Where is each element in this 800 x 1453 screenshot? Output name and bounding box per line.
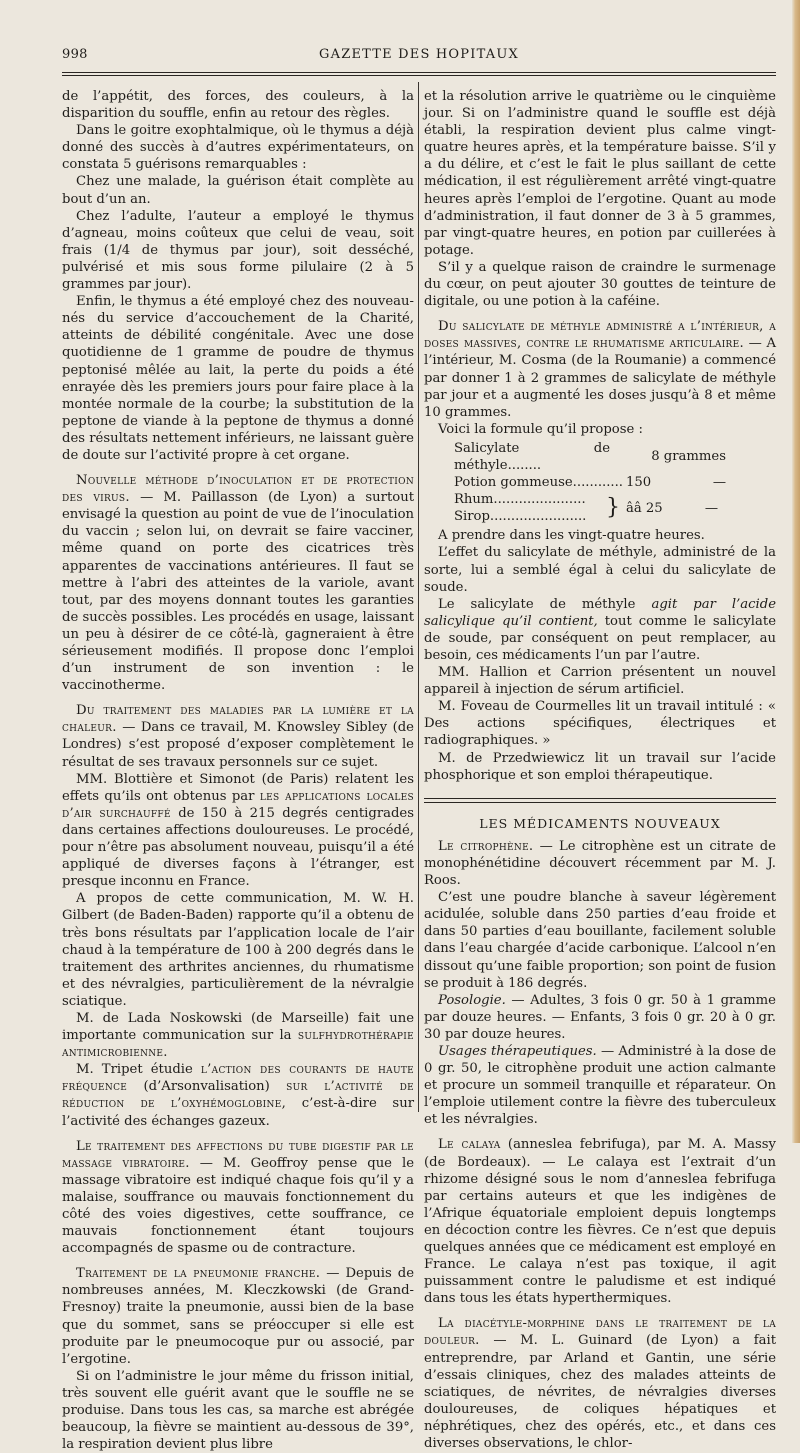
page-header — [62, 47, 776, 67]
italic-run: Posologie. — [438, 992, 506, 1008]
section-heading: Le calaya — [438, 1137, 501, 1153]
page-edge — [792, 0, 800, 1143]
paragraph — [62, 1010, 414, 1061]
paragraph — [424, 1043, 776, 1128]
ingredient-name: Salicylate de méthyle........ — [454, 440, 610, 473]
smallcaps-run: sulfhydrothérapie antimicrobienne. — [62, 1028, 414, 1061]
text-run: M. Tripet étudie — [76, 1062, 193, 1078]
text-run: M. de Lada Noskowski (de Marseille) fait une importante communication sur la — [62, 1010, 414, 1044]
paragraph: de l’appétit, des forces, des couleurs, à la disparition du souffle, enfin au retour des règles. — [62, 89, 414, 122]
section-heading: Nouvelle méthode d’inoculation et de protection des virus. — [62, 473, 414, 506]
paragraph: Voici la formule qu’il propose : — [438, 421, 643, 437]
section-paragraph — [424, 1315, 776, 1452]
column-divider — [418, 82, 419, 1112]
text-run: (d’Arsonvalisation) — [143, 1079, 270, 1095]
section-text: — A l’intérieur, M. Cosma (de la Roumanie) a commencé par donner 1 à 2 grammes de salicylate de méthyle par jour et a augmenté les doses jusqu’à 8 et même 10 grammes. — [424, 336, 776, 420]
text-run: c’est-à-dire sur l’activité des échanges gazeux. — [62, 1096, 414, 1129]
section-paragraph — [62, 472, 414, 694]
paragraph: MM. Hallion et Carrion présentent un nouvel appareil à injection de sérum artificiel. — [424, 665, 776, 698]
smallcaps-run: les applications locales d’air surchauffé — [62, 788, 414, 821]
right-column — [424, 88, 776, 1452]
paragraph: L’effet du salicylate de méthyle, administré de la sorte, lui a semblé égal à celui du salicylate de soude. — [424, 545, 776, 595]
page-number: 998 — [62, 47, 88, 62]
section-paragraph — [62, 702, 414, 770]
section-heading: Le traitement des affections du tube digestif par le massage vibratoire. — [62, 1138, 414, 1171]
section-paragraph — [62, 1265, 414, 1368]
section-text: — Le citrophène est un citrate de monophénétidine découvert récemment par M. J. Roos. — [424, 838, 776, 889]
section-separator-rule — [424, 798, 776, 803]
section-heading: Du traitement des maladies par la lumière et la chaleur. — [62, 703, 414, 736]
paragraph — [424, 596, 776, 664]
ingredient-quantity: 150 — [626, 475, 652, 491]
paragraph — [424, 992, 776, 1043]
section-heading: La diacétyle-morphine dans le traitement de la douleur. — [424, 1316, 776, 1349]
ingredient-unit: — — [704, 500, 718, 516]
section-text: — M. L. Guinard (de Lyon) a fait entreprendre, par Arland et Gantin, une série d’essais cliniques, chez des malades atteints de sciatiques, de névrites, de névralgies diverses douloureuses, de coliques hépatiques et néphrétiques, chez des opérés, etc., et dans ces diverses observations, le chlor- — [424, 1333, 776, 1452]
ingredient-quantity: 8 grammes — [651, 449, 726, 465]
running-head: GAZETTE DES HOPITAUX — [319, 47, 519, 62]
paragraph: A propos de cette communication, M. W. H. Gilbert (de Baden-Baden) rapporte qu’il a obtenu de très bons résultats par l’application locale de l’air chaud à la température de 100 à 200 degrés dans le traitement des arthrites anciennes, du rhumatisme et des névralgies, particulièrement de la névralgie sciatique. — [62, 891, 414, 1009]
formula-row — [454, 440, 726, 474]
section-paragraph — [424, 1136, 776, 1307]
paragraph: S’il y a quelque raison de craindre le surmenage du cœur, on peut ajouter 30 gouttes de teinture de digitale, ou une potion à la caféine. — [424, 259, 776, 310]
italic-run: Usages thérapeutiques. — [438, 1043, 597, 1059]
section-text: (anneslea febrifuga), par M. A. Massy (de Bordeaux). — Le calaya est l’extrait d’un rhizome désigné sous le nom d’anneslea febrifuga par certains auteurs et que les indigènes de l’Afrique équatoriale emploient depuis longtemps en décoction contre les fièvres. Ce n’est que depuis quelques années que ce médicament est employé en France. Le calaya n’est pas toxique, il agit puissamment contre le paludisme et est indiqué dans tous les états hyperthermiques. — [424, 1137, 776, 1307]
left-column — [62, 88, 414, 1453]
formula-row — [454, 474, 726, 491]
paragraph: C’est une poudre blanche à saveur légèrement acidulée, soluble dans 250 parties d’eau froide et dans 50 parties d’eau bouillante, facilement soluble dans l’eau chargée d’acide carbonique. L’alcool n’en dissout qu’une faible proportion; son point de fusion se produit à 186 degrés. — [424, 890, 776, 991]
prescription-formula — [454, 440, 726, 525]
text-run: Le salicylate de méthyle — [438, 596, 636, 612]
paragraph — [62, 1061, 414, 1129]
section-text: — Dans ce travail, M. Knowsley Sibley (de Londres) s’est proposé d’exposer complètement le résultat de ses travaux personnels sur ce sujet. — [62, 720, 414, 770]
formula-braced-rows — [454, 491, 726, 525]
italic-run: agit par l’acide salicylique qu’il contient, — [424, 596, 776, 629]
section-text: — Depuis de nombreuses années, M. Kleczkowski (de Grand-Fresnoy) traite la pneumonie, aussi bien de la base que du sommet, sans se préoccuper si elle est produite par le pneumocoque pur ou associé, par l’ergotine. — [62, 1266, 414, 1367]
section-paragraph — [424, 838, 776, 889]
paragraph — [62, 771, 414, 891]
text-run: — Adultes, 3 fois 0 gr. 50 à 1 gramme par douze heures. — Enfants, 3 fois 0 gr. 20 à 0 gr. 30 par douze heures. — [424, 992, 776, 1042]
smallcaps-run: sur l’activité de réduction de l’oxyhémoglobine, — [62, 1079, 414, 1112]
brace-glyph: } — [606, 495, 620, 521]
paragraph: M. Foveau de Courmelles lit un travail intitulé : « Des actions spécifiques, électriques et radiographiques. » — [424, 699, 776, 749]
section-paragraph — [424, 318, 776, 421]
ingredient-quantity: ââ 25 — [626, 500, 663, 516]
ingredient-name: Sirop....................... — [454, 509, 587, 525]
paragraph: M. de Przedwiewicz lit un travail sur l’acide phosphorique et son emploi thérapeutique. — [424, 750, 776, 783]
header-rule — [62, 72, 776, 76]
text-run: tout comme le salicylate de soude, par conséquent on peut remplacer, au besoin, ces médicaments l’un par l’autre. — [424, 613, 776, 663]
section-paragraph — [62, 1138, 414, 1258]
ingredient-name: Potion gommeuse............ — [454, 475, 623, 491]
paragraph: Chez une malade, la guérison était complète au bout d’un an. — [62, 174, 414, 207]
paragraph: Chez l’adulte, l’auteur a employé le thymus d’agneau, moins coûteux que celui de veau, soit frais (1/4 de thymus par jour), soit desséché, pulvérisé et mis sous forme pilulaire (2 à 5 grammes par jour). — [62, 208, 414, 293]
paragraph: Enfin, le thymus a été employé chez des nouveau-nés du service d’accouchement de la Charité, atteints de débilité congénitale. Avec une dose quotidienne de 1 gramme de poudre de thymus peptonisé mêlée au lait, la perte du poids a été enrayée dès les premiers jours pour faire place à la montée normale de la courbe; la substitution de la peptone de viande à la peptone de thymus a donné des résultats nettement inférieurs, ne laissant guère de doute sur l’activité propre à cet organe. — [62, 294, 414, 463]
section-heading: Traitement de la pneumonie franche. — [76, 1266, 321, 1282]
text-run: — Administré à la dose de 0 gr. 50, le citrophène produit une action calmante et procure un sommeil tranquille et réparateur. On l’emploie utilement contre la fièvre des tuberculeux et les névralgies. — [424, 1043, 776, 1128]
section-text: — M. Paillasson (de Lyon) a surtout envisagé la question au point de vue de l’inoculation du vaccin ; selon lui, on devrait se faire vacciner, même quand on porte des cicatrices très apparentes de vaccinations antérieures. Il faut se mettre à l’abri des atteintes de la variole, avant tout, par des moyens donnant toutes les garanties de succès possibles. Les procédés en usage, laissant un peu à désirer de ce côté-là, gagneraient à être sérieusement modifiés. Il propose donc l’emploi d’un instrument de son invention : le vaccinotherme. — [62, 490, 414, 694]
paragraph: A prendre dans les vingt-quatre heures. — [438, 528, 705, 544]
section-heading: Du salicylate de méthyle administré a l’intérieur, a doses massives, contre le rhumatisme articulaire. — [424, 319, 776, 352]
section-text: — M. Geoffroy pense que le massage vibratoire est indiqué chaque fois qu’il y a malaise, souffrance ou mauvais fonctionnement du côté des voies digestives, cette souffrance, ce mauvais fonctionnement étant toujours accompagnés de spasme ou de contracture. — [62, 1155, 414, 1257]
paragraph: et la résolution arrive le quatrième ou le cinquième jour. Si on l’administre quand le souffle est déjà établi, la respiration devient plus calme vingt-quatre heures après, et la température baisse. S’il y a du délire, et c’est le fait le plus saillant de cette médication, il est régulièrement arrêté vingt-quatre heures après l’emploi de l’ergotine. Quant au mode d’administration, il faut donner de 3 à 5 grammes, par vingt-quatre heures, en potion par cuillerées à potage. — [424, 89, 776, 258]
smallcaps-run: l’action des courants de haute fréquence — [62, 1062, 414, 1095]
paragraph: Dans le goitre exophtalmique, où le thymus a déjà donné des succès à d’autres expérimentateurs, on constata 5 guérisons remarquables : — [62, 123, 414, 173]
paragraph: Si on l’administre le jour même du frisson initial, très souvent elle guérit avant que le souffle ne se produise. Dans tous les cas, sa marche est abrégée beaucoup, la fièvre se maintient au-dessous de 39°, la respiration devient plus libre — [62, 1368, 414, 1453]
ingredient-unit: — — [712, 475, 726, 491]
ingredient-name: Rhum...................... — [454, 492, 586, 508]
section-title: LES MÉDICAMENTS NOUVEAUX — [479, 815, 721, 831]
text-run: de 150 à 215 degrés centigrades dans certaines affections douloureuses. Le procédé, pour n’être pas absolument nouveau, puisqu’il a été appliqué de diverses façons à l’étranger, est presque inconnu en France. — [62, 805, 415, 890]
section-heading: Le citrophène. — [438, 838, 534, 854]
text-run: MM. Blottière et Simonot (de Paris) relatent les effets qu’ils ont obtenus par — [62, 771, 414, 804]
